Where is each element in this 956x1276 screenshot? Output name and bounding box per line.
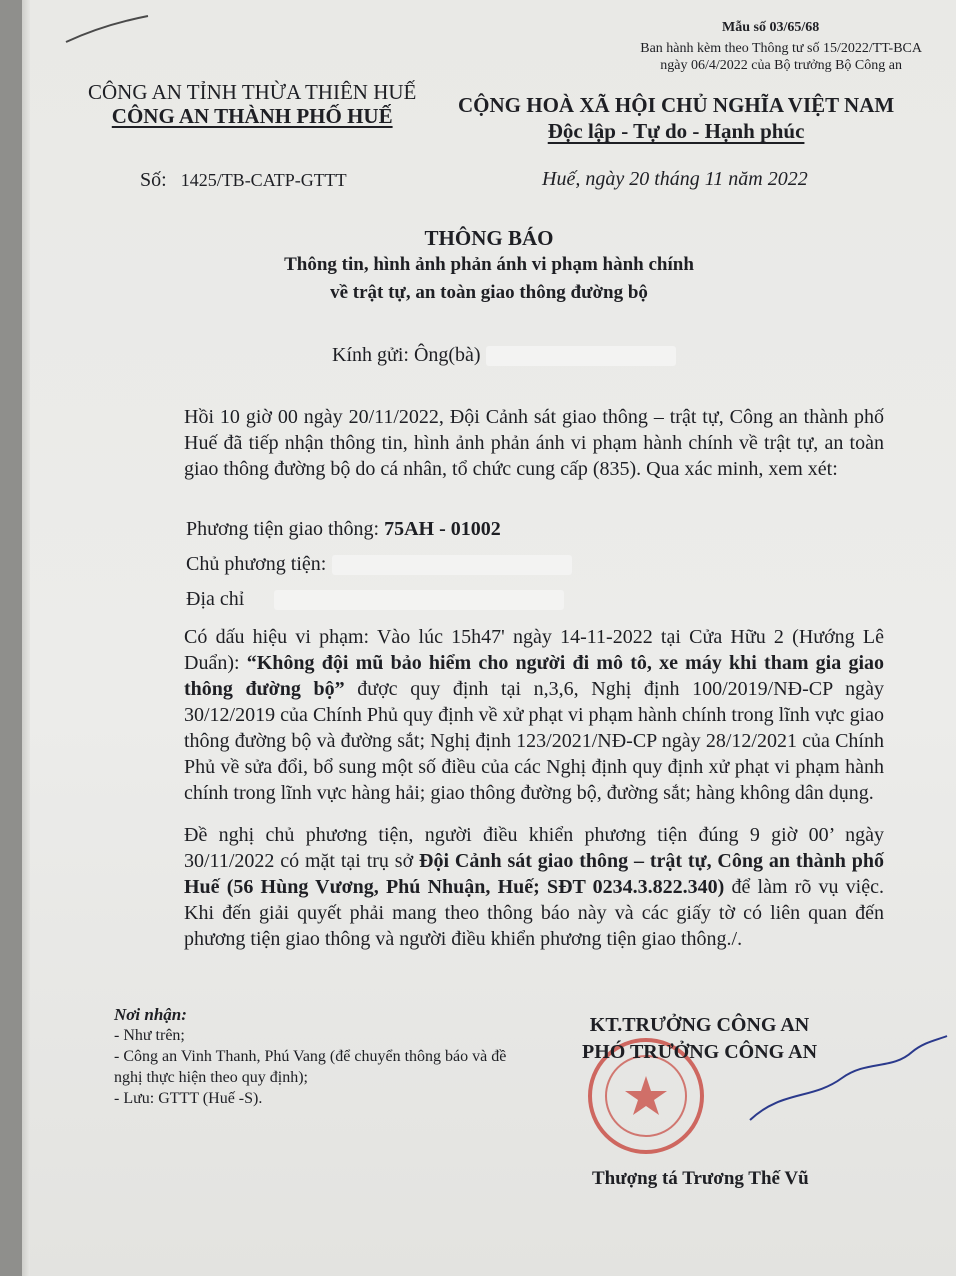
parent-agency: CÔNG AN TỈNH THỪA THIÊN HUẾ [88,80,417,104]
document-number [140,169,347,192]
agency-header [88,80,416,128]
recipient-item: - Công an Vinh Thanh, Phú Vang (để chuyển thông báo và đề nghị thực hiện theo quy định); [114,1048,507,1086]
number-label: Số: [140,169,167,191]
vehicle-plate: 75AH - 01002 [384,518,501,540]
violation-description: “Không đội mũ bảo hiểm cho người đi mô tô, xe máy khi tham gia giao thông đường bộ” [184,652,884,700]
doc-title: THÔNG BÁO [424,226,554,250]
office-address: Đội Cảnh sát giao thông – trật tự, Công an thành phố Huế (56 Hùng Vương, Phú Nhuận, Huế; SĐT 0234.3.822.340) [184,850,885,898]
request-intro: Đề nghị chủ phương tiện, người điều khiển phương tiện đúng 9 giờ 00’ ngày 30/11/2022 có mặt tại trụ sở [184,824,884,872]
page-edge [22,0,30,1276]
request-end: để làm rõ vụ việc. Khi đến giải quyết phải mang theo thông báo này và các giấy tờ có liên quan đến phương tiện giao thông và người điều khiển phương tiện giao thông./. [184,876,884,950]
form-number: Mẫu số 03/65/68 [722,20,820,35]
issued-line-1: Ban hành kèm theo Thông tư số 15/2022/TT-BCA [640,41,922,56]
recipient-item: - Như trên; [114,1027,185,1044]
intro-text: Hồi 10 giờ 00 ngày 20/11/2022, Đội Cảnh sát giao thông – trật tự, Công an thành phố Huế đã tiếp nhận thông tin, hình ảnh phản ánh vi phạm hành chính về trật tự, an toàn giao thông đường bộ do cá nhân, tổ chức cung cấp (835). Qua xác minh, xem xét: [184,406,884,480]
address-line [186,588,564,611]
salutation-text: Kính gửi: Ông(bà) [332,344,481,366]
redacted-address [274,590,564,610]
vehicle-label: Phương tiện giao thông: [186,518,380,540]
owner-label: Chủ phương tiện: [186,553,327,575]
address-label: Địa chỉ [186,588,245,610]
paragraph-request [124,822,884,952]
vehicle-line [186,518,501,541]
doc-subtitle-2: về trật tự, an toàn giao thông đường bộ [330,282,648,303]
redacted-name [486,346,676,366]
agency-name: CÔNG AN THÀNH PHỐ HUẾ [111,104,393,128]
recipients-block [114,1004,514,1109]
nation-name: CỘNG HOÀ XÃ HỘI CHỦ NGHĨA VIỆT NAM [458,93,895,117]
nation-motto: Độc lập - Tự do - Hạnh phúc [547,119,805,143]
paragraph-intro [124,404,884,482]
recipients-heading: Nơi nhận: [114,1005,187,1024]
signer-name: Thượng tá Trương Thế Vũ [592,1168,809,1189]
signature-title-2: PHÓ TRƯỞNG CÔNG AN [582,1041,818,1063]
place-date: Huế, ngày 20 tháng 11 năm 2022 [542,168,808,190]
issued-line-2: ngày 06/4/2022 của Bộ trưởng Bộ Công an [660,58,902,73]
violation-intro: Có dấu hiệu vi phạm: Vào lúc 15h47' ngày 14-11-2022 tại Cửa Hữu 2 (Hướng Lê Duẩn): [184,626,884,674]
number-value: 1425/TB-CATP-GTTT [180,170,347,190]
issued-note [640,40,922,74]
salutation [332,344,676,367]
paragraph-violation [124,624,884,806]
redacted-owner [332,555,572,575]
request-text [124,822,884,952]
handwritten-signature [742,1030,952,1140]
pen-mark [62,12,152,52]
national-header [458,92,894,144]
owner-line [186,553,572,576]
recipient-item: - Lưu: GTTT (Huế -S). [114,1090,263,1107]
signature-title-1: KT.TRƯỞNG CÔNG AN [589,1014,810,1036]
document-page [22,0,956,1276]
doc-subtitle-1: Thông tin, hình ảnh phản ánh vi phạm hành chính [284,254,694,275]
violation-legal-basis: được quy định tại n,3,6, Nghị định 100/2019/NĐ-CP ngày 30/12/2019 của Chính Phủ quy định về xử phạt vi phạm hành chính trong lĩnh vực giao thông đường bộ và đường sắt; Nghị định 123/2021/NĐ-CP ngày 28/12/2021 của Chính Phủ về sửa đổi, bổ sung một số điều của các Nghị định quy định xử phạt vi phạm hành chính trong lĩnh vực hàng hải; giao thông đường bộ, đường sắt; hàng không dân dụng. [184,678,884,804]
violation-text [124,624,884,806]
